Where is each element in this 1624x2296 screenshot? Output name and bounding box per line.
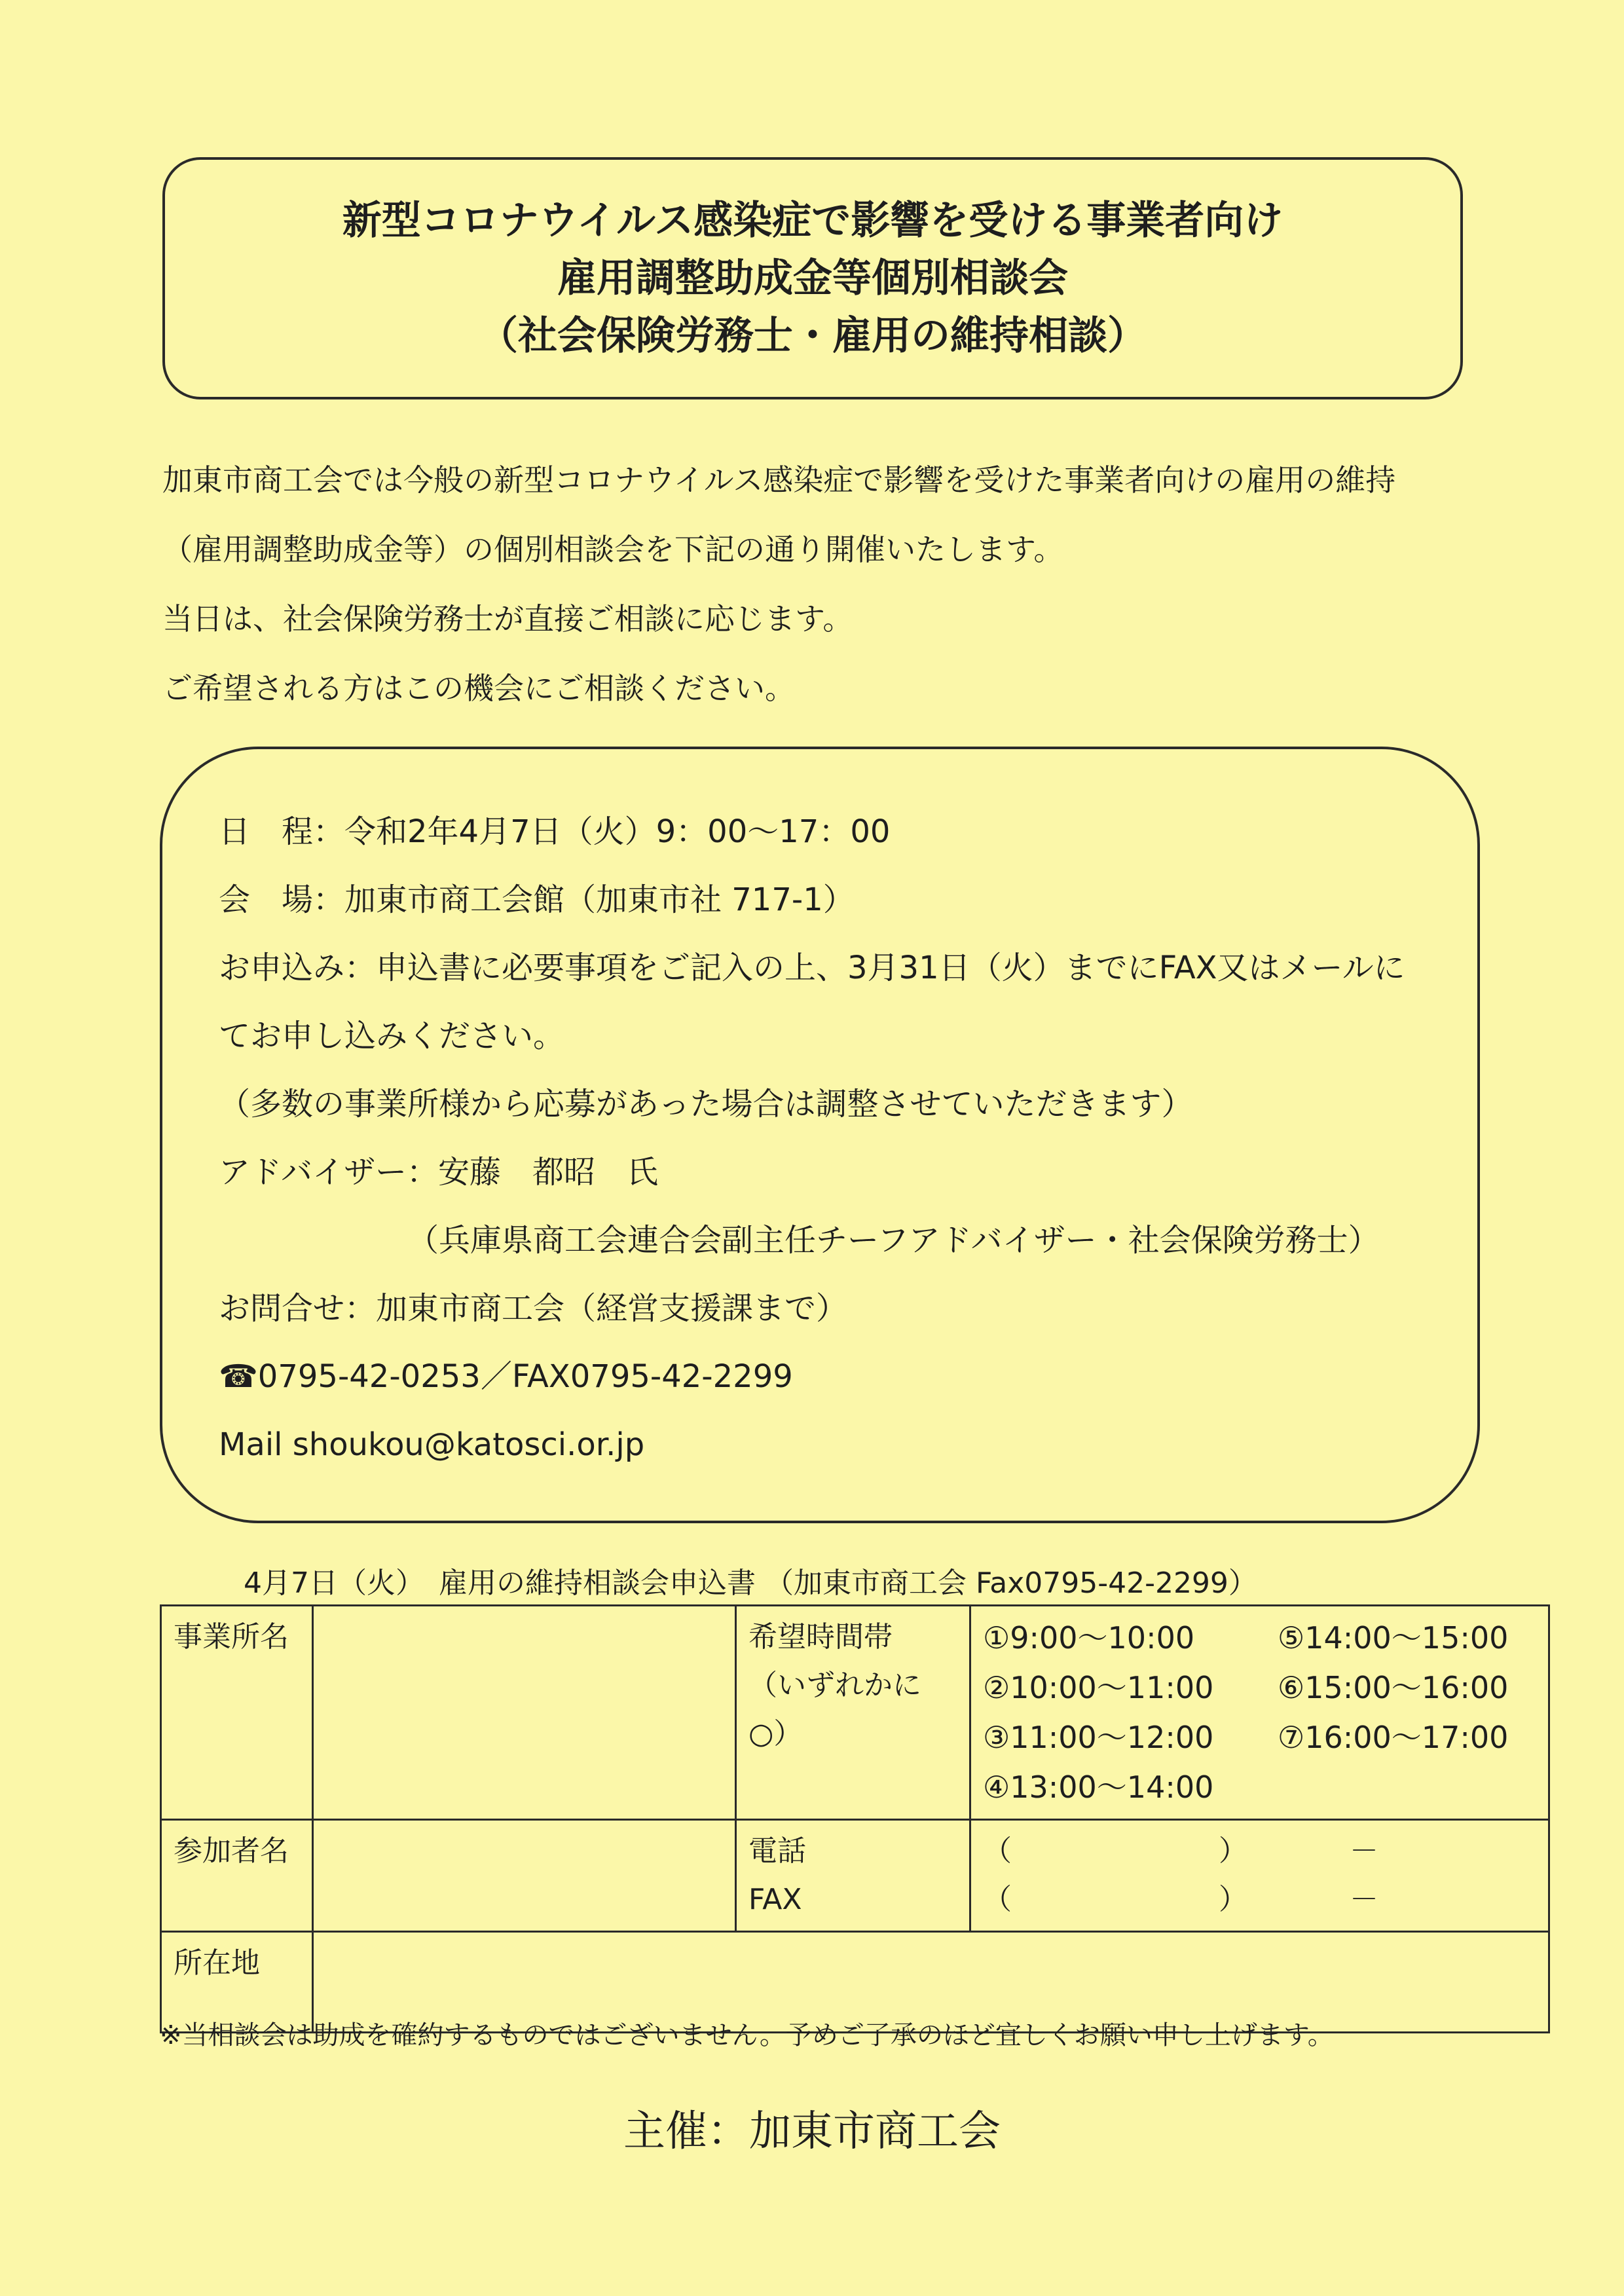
- time-slot-3[interactable]: ③11:00～12:00: [983, 1720, 1214, 1755]
- participant-name-field[interactable]: [313, 1820, 736, 1932]
- application-form-table: [160, 1604, 1550, 2033]
- paren-open: （: [983, 1834, 1012, 1868]
- time-slot-options: [970, 1606, 1549, 1820]
- contact-number-fields[interactable]: [970, 1820, 1549, 1932]
- address-label: 所在地: [161, 1932, 313, 2033]
- fax-label: FAX: [748, 1883, 802, 1916]
- time-slot-6[interactable]: ⑥15:00～16:00: [1278, 1670, 1509, 1705]
- apply-note-text: （多数の事業所様から応募があった場合は調整させていただきます）: [219, 1086, 1193, 1122]
- title-box: [162, 157, 1463, 399]
- venue-text: 会 場：加東市商工会館（加東市社 717-1）: [219, 881, 855, 918]
- time-slot-1[interactable]: ①9:00～10:00: [983, 1620, 1195, 1656]
- title-line-1: 新型コロナウイルス感染症で影響を受ける事業者向け: [342, 198, 1283, 244]
- dash: －: [1350, 1883, 1378, 1916]
- paren-close: ）: [1219, 1834, 1247, 1868]
- participant-name-label: 参加者名: [161, 1820, 313, 1932]
- phone-label: 電話: [748, 1834, 806, 1868]
- table-row: [161, 1820, 1549, 1932]
- fax-number-field[interactable]: [983, 1876, 1536, 1924]
- time-slot-2[interactable]: ②10:00～11:00: [983, 1670, 1214, 1705]
- time-slot-label-cell: [736, 1606, 970, 1820]
- time-slot-7[interactable]: ⑦16:00～17:00: [1278, 1720, 1509, 1755]
- title-line-3: （社会保険労務士・雇用の維持相談）: [479, 313, 1147, 359]
- phone-fax-text: ☎0795-42-0253／FAX0795-42-2299: [219, 1358, 793, 1395]
- mail-text: Mail shoukou@katosci.or.jp: [219, 1426, 645, 1463]
- intro-text: [162, 445, 1472, 723]
- time-slot-5[interactable]: ⑤14:00～15:00: [1278, 1620, 1509, 1656]
- advisor-text: アドバイザー：安藤 都昭 氏: [219, 1154, 659, 1191]
- apply-text-1: お申込み：申込書に必要事項をご記入の上、3月31日（火）までにFAX又はメールに: [219, 950, 1405, 986]
- apply-text-2: てお申し込みください。: [219, 1018, 565, 1054]
- intro-line-2: （雇用調整助成金等）の個別相談会を下記の通り開催いたします。: [162, 532, 1064, 567]
- business-name-label: 事業所名: [161, 1606, 313, 1820]
- contact-label-cell: [736, 1820, 970, 1932]
- intro-line-4: ご希望される方はこの機会にご相談ください。: [162, 671, 795, 706]
- organizer-text: 主催：加東市商工会: [623, 2107, 1001, 2156]
- dash: －: [1350, 1834, 1378, 1868]
- phone-number-field[interactable]: [983, 1827, 1536, 1876]
- time-slot-label: 希望時間帯: [748, 1620, 893, 1654]
- advisor-role-text: （兵庫県商工会連合会副主任チーフアドバイザー・社会保険労務士）: [407, 1222, 1380, 1259]
- intro-line-3: 当日は、社会保険労務士が直接ご相談に応じます。: [162, 601, 853, 637]
- intro-line-1: 加東市商工会では今般の新型コロナウイルス感染症で影響を受けた事業者向けの雇用の維持: [162, 462, 1396, 498]
- title-line-2: 雇用調整助成金等個別相談会: [557, 255, 1068, 301]
- event-info-box: [160, 747, 1480, 1523]
- table-row: [161, 1606, 1549, 1820]
- form-title: 4月7日（火） 雇用の維持相談会申込書 （加東市商工会 Fax0795-42-2299）: [244, 1566, 1257, 1600]
- paren-open: （: [983, 1883, 1012, 1916]
- paren-close: ）: [1219, 1883, 1247, 1916]
- inquiry-text: お問合せ：加東市商工会（経営支援課まで）: [219, 1290, 848, 1327]
- schedule-text: 日 程：令和2年4月7日（火）9：00～17：00: [219, 813, 891, 850]
- time-slot-4[interactable]: ④13:00～14:00: [983, 1769, 1214, 1805]
- business-name-field[interactable]: [313, 1606, 736, 1820]
- disclaimer-note: ※当相談会は助成を確約するものではございません。予めご了承のほど宜しくお願い申し上げます。: [160, 2020, 1334, 2050]
- time-slot-instruction: （いずれかに○）: [748, 1669, 921, 1750]
